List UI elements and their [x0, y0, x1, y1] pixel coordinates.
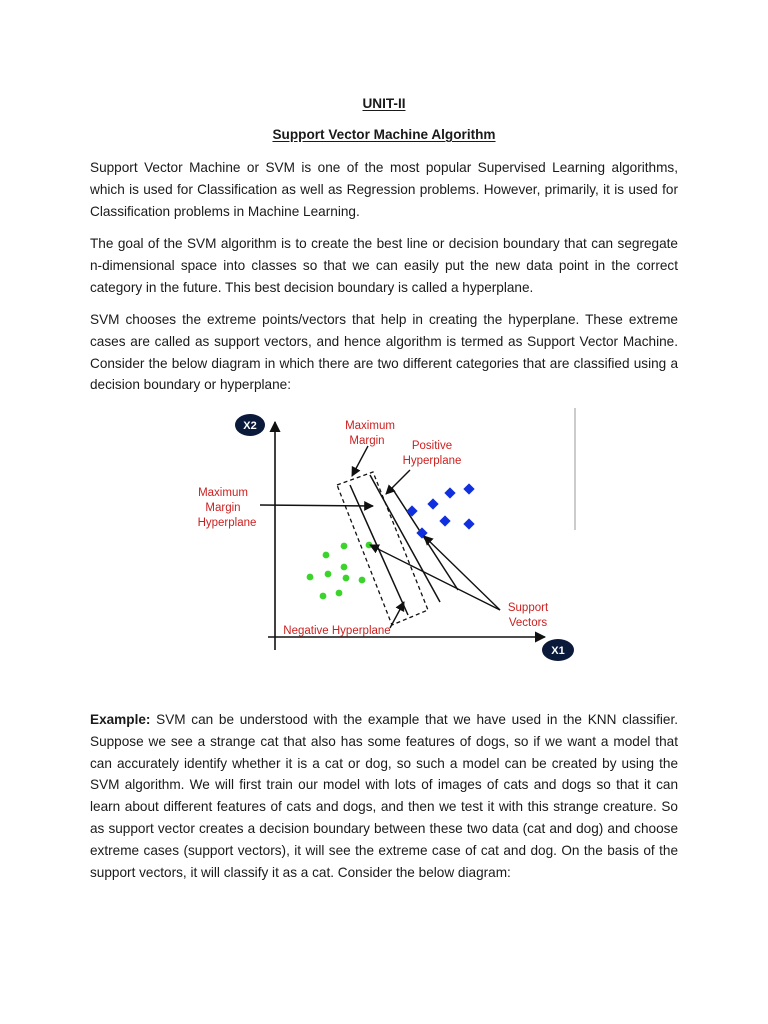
- negative-point: [323, 552, 330, 559]
- paragraph-example: [90, 709, 678, 883]
- section-title: Support Vector Machine Algorithm: [272, 127, 496, 142]
- unit-title: UNIT-II: [362, 96, 406, 111]
- svm-diagram: [180, 400, 600, 670]
- mmh-label-line1: Maximum: [198, 487, 248, 499]
- positive-point: [463, 483, 474, 494]
- positive-class-points: [406, 483, 474, 538]
- y-axis-badge: [235, 414, 265, 436]
- negative-point: [307, 574, 314, 581]
- negative-hyperplane-arrow: [390, 602, 404, 628]
- y-axis-label: X2: [243, 420, 257, 432]
- example-text: SVM can be understood with the example that we have used in the KNN classifier. Suppose we see a strange cat that also has some features of dogs, so if we want a model that can accurately identify whether it is a cat or dog, so such a model can be created by using the SVM algorithm. We will first train our model with lots of images of cats and dogs so that it can learn about different features of cats and dogs, and then we test it with this strange creature. So as support vector creates a decision boundary between these two data (cat and dog) and choose extreme cases (support vectors), it will see the extreme case of cat and dog. On the basis of the support vectors, it will classify it as a cat. Consider the below diagram:: [90, 712, 678, 880]
- x-axis-label: X1: [551, 645, 565, 657]
- mmh-label-line3: Hyperplane: [197, 517, 257, 529]
- support-vector-arrow-positive: [424, 536, 500, 610]
- positive-hyperplane-label-line2: Hyperplane: [402, 455, 462, 467]
- positive-hyperplane-label-line1: Positive: [411, 440, 453, 452]
- negative-hyperplane-label: Negative Hyperplane: [283, 625, 391, 637]
- max-margin-label-line1: Maximum: [345, 420, 395, 432]
- max-margin-label-line2: Margin: [349, 435, 385, 447]
- mmh-label-line2: Margin: [205, 502, 241, 514]
- paragraph-intro: Support Vector Machine or SVM is one of the most popular Supervised Learning algorithms, which is used for Classification as well as Regression problems. However, primarily, it is used for Classification problems in Machine Learning.: [90, 160, 678, 219]
- positive-hyperplane-arrow: [386, 470, 410, 494]
- negative-point: [343, 575, 350, 582]
- positive-point: [427, 498, 438, 509]
- example-label: Example:: [90, 712, 151, 727]
- paragraph-goal: The goal of the SVM algorithm is to create the best line or decision boundary that can segregate n-dimensional space into classes so that we can easily put the new data point in the correct category in the future. This best decision boundary is called a hyperplane.: [90, 236, 678, 295]
- negative-point: [341, 543, 348, 550]
- negative-point: [336, 590, 343, 597]
- negative-point: [359, 577, 366, 584]
- support-vectors-label-line1: Support: [507, 602, 549, 614]
- negative-point: [341, 564, 348, 571]
- support-vectors-label-line2: Vectors: [508, 617, 548, 629]
- positive-point: [406, 505, 417, 516]
- positive-point: [463, 518, 474, 529]
- negative-point: [320, 593, 327, 600]
- max-margin-hyperplane-line: [370, 475, 440, 602]
- max-margin-hyperplane-arrow: [260, 505, 373, 506]
- max-margin-region: [337, 472, 428, 625]
- max-margin-arrow: [352, 446, 368, 476]
- x-axis-badge: [542, 639, 574, 661]
- positive-point: [444, 487, 455, 498]
- negative-point: [325, 571, 332, 578]
- paragraph-support-vectors: SVM chooses the extreme points/vectors that help in creating the hyperplane. These extreme cases are called as support vectors, and hence algorithm is termed as Support Vector Machine. Consider the below diagram in which there are two different categories that are classified using a decision boundary or hyperplane:: [90, 312, 678, 393]
- negative-class-points: [307, 542, 373, 600]
- positive-point: [439, 515, 450, 526]
